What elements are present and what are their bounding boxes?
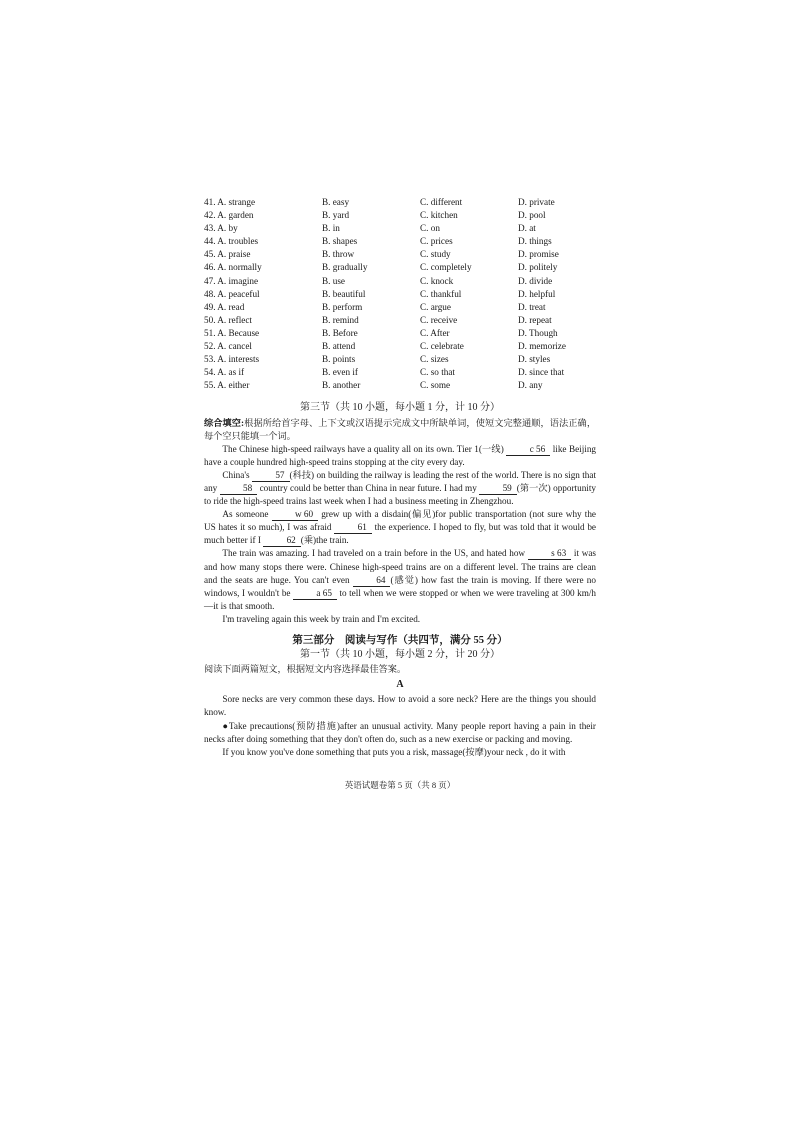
option-cell: 42. A. garden	[204, 210, 254, 221]
blank-58: 58	[220, 483, 258, 495]
option-cell: C. different	[420, 197, 463, 207]
blank-59: 59	[479, 483, 517, 495]
option-cell: C. thankful	[420, 288, 462, 299]
blank-64: 64	[353, 575, 391, 587]
option-cell: C. study	[420, 249, 451, 260]
option-cell: D. divide	[518, 275, 553, 286]
option-cell: C. sizes	[420, 354, 449, 365]
page-footer: 英语试题卷第 5 页（共 8 页）	[344, 780, 456, 790]
reading-paragraph-3: If you know you've done something that puts you a risk, massage(按摩)your neck , do it with	[222, 746, 566, 757]
option-cell: 41. A. strange	[204, 197, 256, 207]
option-cell: C. receive	[420, 314, 458, 325]
option-cell: B. remind	[322, 314, 359, 325]
option-cell: D. promise	[518, 249, 559, 260]
blank-62: 62	[263, 535, 301, 547]
option-row	[204, 327, 596, 340]
option-cell: 53. A. interests	[204, 354, 260, 365]
option-cell: B. throw	[322, 249, 355, 260]
option-cell: B. attend	[322, 341, 356, 352]
option-cell: C. completely	[420, 262, 472, 273]
option-cell: C. on	[420, 223, 440, 234]
option-cell: B. perform	[322, 301, 363, 312]
option-cell: C. celebrate	[420, 341, 464, 352]
option-cell: C. argue	[420, 301, 451, 312]
blank-65: a 65	[293, 588, 337, 600]
blank-56: c 56	[506, 444, 550, 456]
option-table	[204, 196, 596, 392]
reading-paragraph-1: Sore necks are very common these days. How to avoid a sore neck? Here are the things you should know.	[204, 694, 596, 718]
passage-paragraph-1: The Chinese high-speed railways have a quality all on its own. Tier 1(一线) c 56 like Beijing have a couple hundred high-speed trains stopping at the city every day.	[204, 443, 597, 467]
option-cell: B. even if	[322, 367, 358, 378]
option-cell: D. styles	[518, 354, 551, 365]
option-cell: 43. A. by	[204, 223, 238, 234]
option-cell: D. Though	[518, 327, 558, 338]
option-row	[204, 248, 596, 261]
blank-61: 61	[334, 522, 372, 534]
instruction-text: 根据所给首字母、上下文或汉语提示完成文中所缺单词，使短文完整通顺，语法正确，每个空只能填一个词。	[204, 417, 597, 441]
option-row	[204, 235, 596, 248]
option-cell: C. some	[420, 380, 451, 391]
option-row	[204, 366, 596, 379]
option-row	[204, 340, 596, 353]
option-row	[204, 288, 596, 301]
option-cell: 48. A. peaceful	[204, 288, 260, 299]
option-cell: B. another	[322, 380, 361, 391]
option-cell: C. so that	[420, 367, 455, 378]
option-cell: D. any	[518, 380, 543, 391]
option-cell: 54. A. as if	[204, 367, 245, 378]
option-row	[204, 275, 596, 288]
option-cell: 52. A. cancel	[204, 341, 252, 352]
option-cell: C. After	[420, 327, 450, 338]
option-cell: 47. A. imagine	[204, 275, 259, 286]
passage-paragraph-4: The train was amazing. I had traveled on a train before in the US, and hated how s 63 it was and how many stops there were. Chinese high-speed trains are on a different level. The trains are clean and the seats are huge. You can't even 64 (感觉) how fast the train is moving. If there were no windows, I wouldn't be a 65 to tell when we were stopped or when we were traveling at 300 km/h—it is that smooth.	[204, 548, 597, 611]
option-cell: 51. A. Because	[204, 327, 260, 338]
section3-title: 第三节（共 10 小题，每小题 1 分，计 10 分）	[300, 402, 500, 414]
option-cell: D. helpful	[518, 288, 556, 299]
option-cell: C. knock	[420, 275, 454, 286]
option-cell: 46. A. normally	[204, 262, 262, 273]
instruction-label: 综合填空:	[204, 417, 245, 428]
option-cell: B. shapes	[322, 236, 358, 247]
option-cell: D. politely	[518, 262, 558, 273]
part3-title: 第三部分 阅读与写作（共四节，满分 55 分）	[292, 635, 508, 646]
option-cell: B. gradually	[322, 262, 368, 273]
option-row	[204, 196, 596, 209]
option-row	[204, 261, 596, 274]
passage-letter: A	[396, 679, 404, 691]
option-cell: D. things	[518, 236, 552, 247]
exam-page	[204, 196, 596, 759]
option-row	[204, 379, 596, 392]
passage-paragraph-3: As someone w 60 grew up with a disdain(偏见)for public transportation (not sure why the US hates it so much), I was afraid 61 the experience. I hoped to fly, but was told that it would be much better if I 62 (乘)the train.	[204, 509, 597, 546]
blank-57: 57	[252, 470, 290, 482]
option-cell: B. easy	[322, 197, 350, 207]
option-cell: D. repeat	[518, 314, 552, 325]
section3-instructions	[204, 417, 596, 443]
option-cell: D. treat	[518, 301, 546, 312]
blank-60: w 60	[272, 509, 319, 521]
option-cell: B. beautiful	[322, 288, 366, 299]
option-cell: D. at	[518, 223, 536, 234]
part3-instructions: 阅读下面两篇短文，根据短文内容选择最佳答案。	[204, 664, 407, 675]
option-row	[204, 222, 596, 235]
option-cell: 49. A. read	[204, 301, 245, 312]
option-cell: C. kitchen	[420, 210, 458, 221]
option-cell: 44. A. troubles	[204, 236, 259, 247]
passage-paragraph-2: China's 57 (科技) on building the railway is leading the rest of the world. There is no sign that any 58 country could be better than China in near future. I had my 59 (第一次) opportunity to ride the high-speed trains last week when I had a business meeting in Zhengzhou.	[204, 469, 597, 507]
option-cell: B. points	[322, 354, 356, 365]
passage-paragraph-5: I'm traveling again this week by train and I'm excited.	[222, 613, 421, 624]
option-cell: 50. A. reflect	[204, 314, 252, 325]
option-cell: B. Before	[322, 327, 358, 338]
reading-paragraph-2: ●Take precautions(预防措施)after an unusual activity. Many people report having a pain in their necks after doing something that they don't often do, such as a new exercise or packing and moving.	[204, 720, 596, 744]
option-cell: B. use	[322, 275, 345, 286]
part3-subtitle: 第一节（共 10 小题，每小题 2 分，计 20 分）	[300, 649, 500, 661]
option-row	[204, 301, 596, 314]
option-row	[204, 353, 596, 366]
option-cell: D. pool	[518, 210, 546, 221]
option-cell: C. prices	[420, 236, 453, 247]
option-cell: 55. A. either	[204, 380, 250, 391]
option-cell: D. private	[518, 197, 555, 207]
option-cell: D. since that	[518, 367, 565, 378]
option-cell: B. in	[322, 223, 340, 234]
option-cell: 45. A. praise	[204, 249, 251, 260]
option-row	[204, 209, 596, 222]
option-row	[204, 314, 596, 327]
option-cell: D. memorize	[518, 341, 566, 352]
option-cell: B. yard	[322, 210, 350, 221]
blank-63: s 63	[528, 548, 571, 560]
